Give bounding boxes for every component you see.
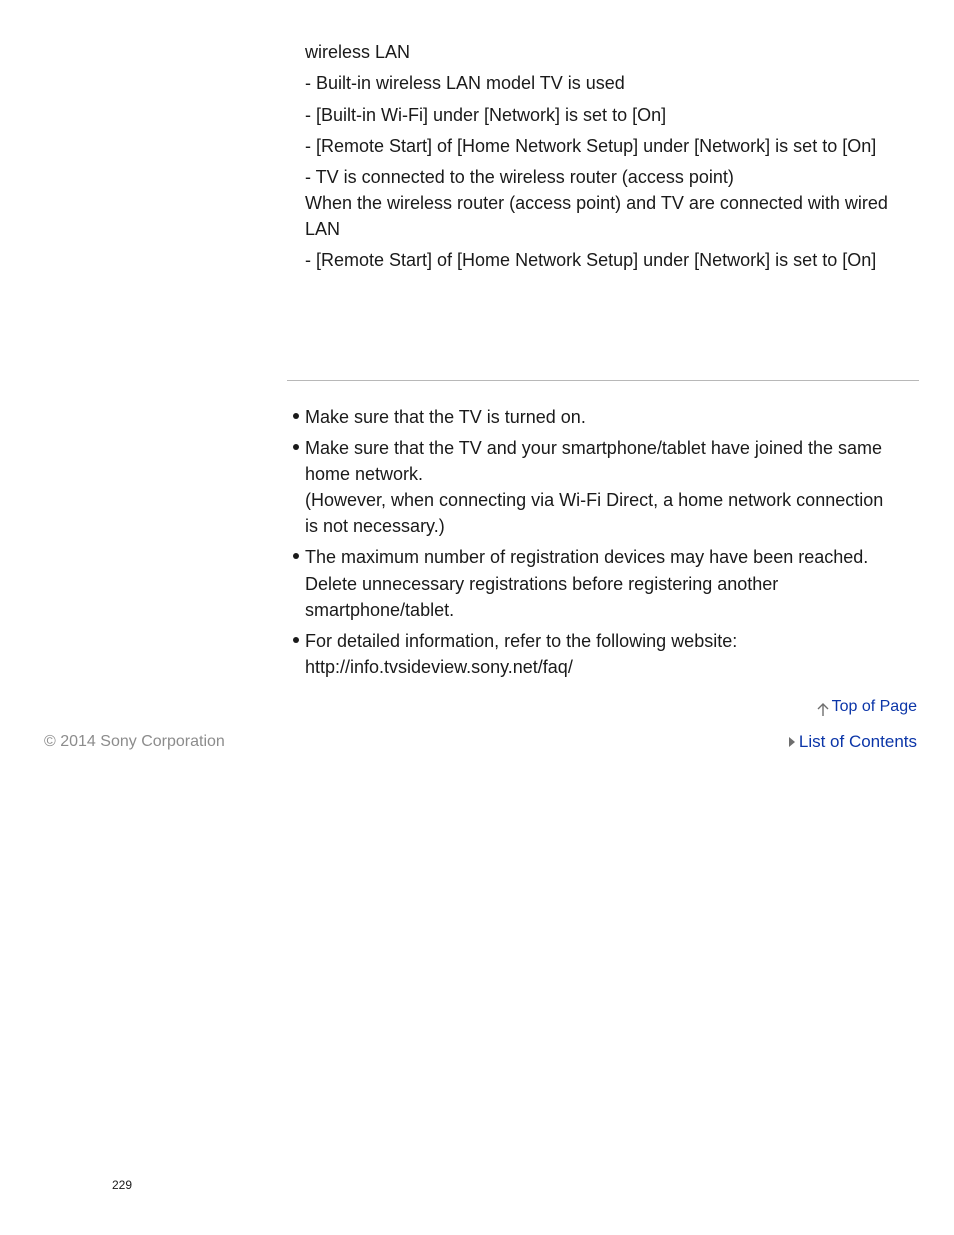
condition-line: - [Built-in Wi-Fi] under [Network] is set to [On]	[305, 105, 667, 125]
list-item-text: The maximum number of registration devices may have been reached.	[305, 547, 869, 567]
triangle-right-icon	[789, 737, 795, 747]
condition-line: - Built-in wireless LAN model TV is used	[305, 73, 625, 93]
top-of-page-link[interactable]	[816, 697, 917, 717]
list-item-text: is not necessary.)	[305, 516, 445, 536]
bullet-dot-icon	[293, 413, 299, 419]
top-of-page-label: Top of Page	[831, 698, 917, 715]
list-of-contents-label: List of Contents	[798, 732, 917, 751]
bullet-dot-icon	[293, 553, 299, 559]
list-item-text: Delete unnecessary registrations before registering another	[305, 574, 779, 594]
list-item-text: home network.	[305, 464, 424, 484]
condition-line: - [Remote Start] of [Home Network Setup] under [Network] is set to [On]	[305, 250, 877, 270]
page-number: 229	[112, 1178, 133, 1192]
bullet-dot-icon	[293, 637, 299, 643]
condition-line: LAN	[305, 219, 341, 239]
list-item-text: smartphone/tablet.	[305, 600, 455, 620]
list-item-text: For detailed information, refer to the following website:	[305, 631, 738, 651]
condition-line: - [Remote Start] of [Home Network Setup] under [Network] is set to [On]	[305, 136, 877, 156]
copyright-text: © 2014 Sony Corporation	[44, 733, 225, 750]
section-divider	[287, 380, 919, 381]
faq-url-text: http://info.tvsideview.sony.net/faq/	[305, 657, 573, 677]
list-item-text: Make sure that the TV is turned on.	[305, 407, 586, 427]
list-item-text: Make sure that the TV and your smartphone/tablet have joined the same	[305, 438, 883, 458]
bullet-dot-icon	[293, 444, 299, 450]
arrow-up-icon	[816, 701, 830, 717]
list-of-contents-link[interactable]	[789, 732, 917, 752]
list-item-text: (However, when connecting via Wi-Fi Direct, a home network connection	[305, 490, 884, 510]
condition-line: wireless LAN	[305, 42, 411, 62]
condition-line: - TV is connected to the wireless router (access point)	[305, 167, 734, 187]
condition-line: When the wireless router (access point) and TV are connected with wired	[305, 193, 888, 213]
